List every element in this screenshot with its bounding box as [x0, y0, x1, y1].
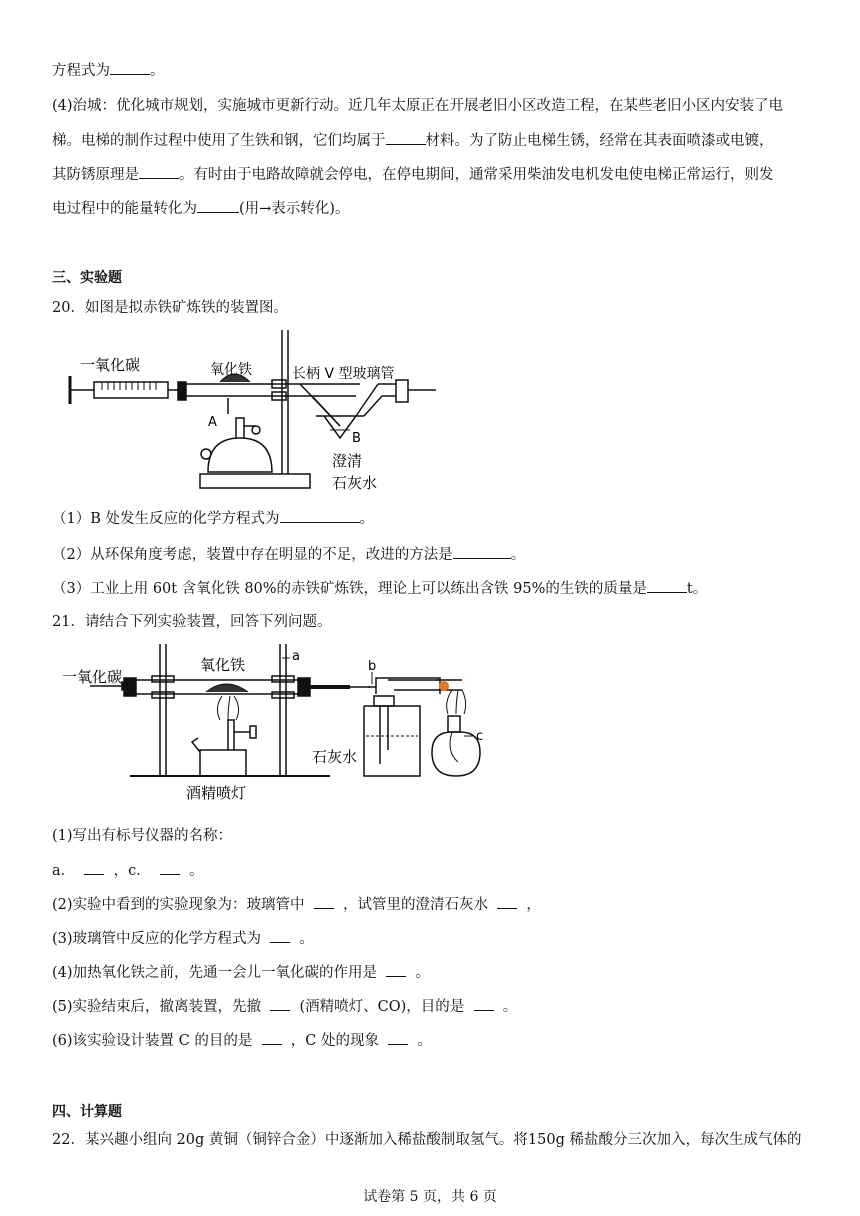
text: ，: [526, 897, 541, 913]
label-lime-2: 石灰水: [332, 474, 378, 492]
text: 。有时由于电路故障就会停电，在停电期间，通常采用柴油发电机发电使电梯正常运行，则发: [179, 167, 774, 183]
stand-base: [200, 474, 310, 488]
text: 。: [189, 863, 204, 879]
text: 。: [299, 931, 314, 947]
answer-blank[interactable]: [84, 860, 104, 875]
label-A: A: [208, 415, 217, 430]
answer-blank[interactable]: [388, 1030, 408, 1045]
text: t。: [686, 581, 708, 597]
text: 材料。为了防止电梯生锈，经常在其表面喷漆或电镀，: [425, 133, 774, 149]
text: 梯。电梯的制作过程中使用了生铁和钢，它们均属于: [52, 133, 386, 149]
text-line: [52, 578, 707, 599]
label-lamp: 酒精喷灯: [186, 784, 247, 802]
label-c: c: [476, 729, 484, 744]
text: (6)该实验设计装置 C 的目的是: [52, 1033, 253, 1049]
text: (2)实验中看到的实验现象为：玻璃管中: [52, 897, 305, 913]
text: (5)实验结束后，撤离装置，先撤: [52, 999, 262, 1015]
text: 。: [415, 965, 430, 981]
text: a．: [52, 863, 76, 879]
text: (4)加热氧化铁之前，先通一会儿一氧化碳的作用是: [52, 965, 378, 981]
answer-blank[interactable]: [262, 1030, 282, 1045]
text: 。: [510, 547, 526, 563]
syringe-barrel: [94, 382, 168, 398]
text-line: [52, 962, 430, 983]
label-fe2o3: 氧化铁: [210, 362, 252, 378]
text: (用→表示转化)。: [239, 201, 350, 217]
text-line: [52, 164, 774, 185]
flame-tip: [439, 681, 449, 691]
text: 电过程中的能量转化为: [52, 201, 197, 217]
section-heading: 三、实验题: [52, 270, 122, 286]
label-co: 一氧化碳: [62, 668, 123, 686]
label-co: 一氧化碳: [80, 356, 141, 374]
text: ，C 处的现象: [290, 1033, 380, 1049]
answer-blank[interactable]: [647, 578, 687, 593]
text-line: [52, 508, 374, 529]
text-line: [52, 860, 204, 881]
question-stem: 21．请结合下列实验装置，回答下列问题。: [52, 614, 332, 630]
text: 。: [417, 1033, 432, 1049]
text-line: (4)治城：优化城市规划，实施城市更新行动。近几年太原正在开展老旧小区改造工程，在某些老旧小区内安装了电: [52, 98, 784, 114]
label-lime: 石灰水: [312, 748, 358, 766]
answer-blank[interactable]: [314, 894, 334, 909]
page-footer: 试卷第 5 页，共 6 页: [363, 1189, 497, 1205]
text: (酒精喷灯、CO)，目的是: [299, 999, 465, 1015]
text: (3)玻璃管中反应的化学方程式为: [52, 931, 262, 947]
label-B: B: [352, 431, 361, 446]
answer-blank[interactable]: [197, 198, 239, 213]
answer-blank[interactable]: [160, 860, 180, 875]
text-line: [52, 544, 525, 565]
apparatus-figure-21: [60, 640, 500, 820]
text: 方程式为: [52, 63, 110, 79]
question-stem: 20．如图是拟赤铁矿炼铁的装置图。: [52, 300, 288, 316]
text-line: [52, 894, 541, 915]
text: （2）从环保角度考虑，装置中存在明显的不足，改进的方法是: [52, 547, 453, 563]
answer-blank[interactable]: [139, 164, 179, 179]
text-line: [52, 928, 314, 949]
text-line: [52, 996, 517, 1017]
text-line: [52, 60, 165, 81]
apparatus-figure-20: [60, 326, 450, 498]
text: 其防锈原理是: [52, 167, 139, 183]
label-b: b: [368, 659, 377, 674]
text: ，试管里的澄清石灰水: [342, 897, 488, 913]
end-stopper: [396, 380, 408, 402]
text: （1）B 处发生反应的化学方程式为: [52, 511, 280, 527]
label-lime-1: 澄清: [332, 452, 363, 470]
text-line: [52, 1030, 432, 1051]
label-vtube: 长柄 V 型玻璃管: [292, 366, 395, 382]
label-fe2o3: 氧化铁: [200, 656, 246, 674]
answer-blank[interactable]: [270, 996, 290, 1011]
answer-blank[interactable]: [386, 130, 426, 145]
label-a: a: [292, 649, 300, 664]
answer-blank[interactable]: [497, 894, 517, 909]
answer-blank[interactable]: [270, 928, 290, 943]
text-line: (1)写出有标号仪器的名称：: [52, 828, 233, 844]
text: 。: [502, 999, 518, 1015]
answer-blank[interactable]: [453, 544, 511, 559]
text-line: [52, 198, 349, 219]
answer-blank[interactable]: [386, 962, 406, 977]
text: 。: [359, 511, 374, 527]
text: （3）工业上用 60t 含氧化铁 80%的赤铁矿炼铁，理论上可以练出含铁 95%的生铁的质量是: [52, 581, 647, 597]
answer-blank[interactable]: [474, 996, 494, 1011]
section-heading: 四、计算题: [52, 1104, 122, 1120]
text: ，c．: [113, 863, 151, 879]
answer-blank[interactable]: [280, 508, 360, 523]
question-stem: 22．某兴趣小组向 20g 黄铜（铜锌合金）中逐渐加入稀盐酸制取氢气。将150g 稀盐酸分三次加入，每次生成气体的: [52, 1132, 802, 1148]
text: 。: [150, 63, 165, 79]
text-line: [52, 130, 774, 151]
answer-blank[interactable]: [110, 60, 150, 75]
